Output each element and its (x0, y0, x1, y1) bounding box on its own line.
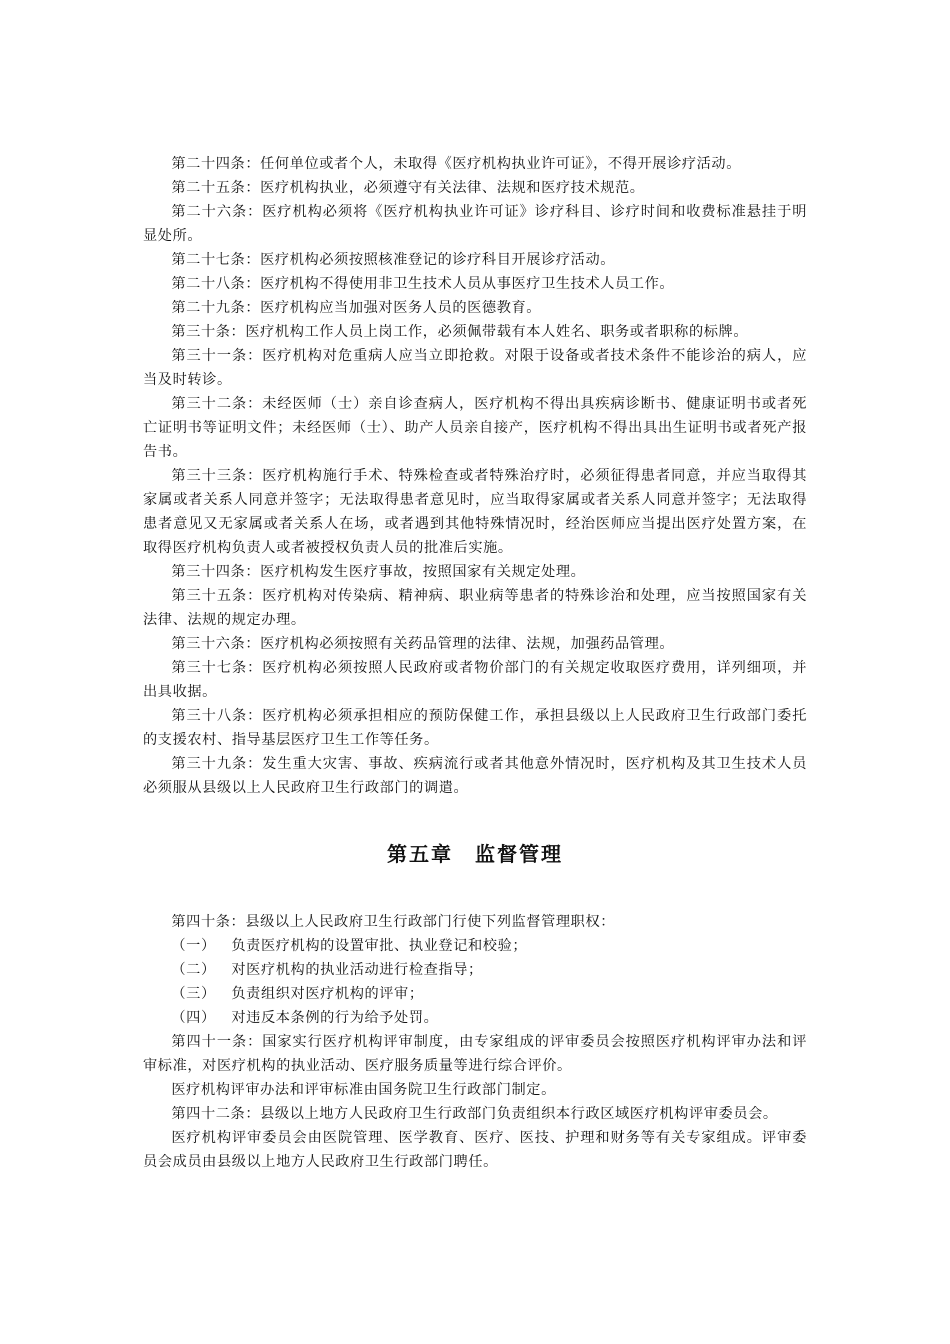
list-item-number: （四） (171, 1010, 216, 1026)
list-item-text: 负责组织对医疗机构的评审； (231, 986, 424, 1002)
article-32: 第三十二条：未经医师（士）亲自诊查病人，医疗机构不得出具疾病诊断书、健康证明书或者死亡证明书等证明文件；未经医师（士）、助产人员亲自接产，医疗机构不得出具出生证明书或者死产报告书。 (143, 396, 807, 460)
list-item-text: 负责医疗机构的设置审批、执业登记和校验； (231, 938, 528, 954)
article-40: 第四十条：县级以上人民政府卫生行政部门行使下列监督管理职权： (171, 914, 616, 930)
list-item-text: 对违反本条例的行为给予处罚。 (231, 1010, 439, 1026)
article-36: 第三十六条：医疗机构必须按照有关药品管理的法律、法规，加强药品管理。 (171, 636, 675, 652)
chapter-heading (143, 840, 807, 868)
article-31: 第三十一条：医疗机构对危重病人应当立即抢救。对限于设备或者技术条件不能诊治的病人，应当及时转诊。 (143, 348, 807, 388)
list-item (143, 934, 807, 958)
article-25: 第二十五条：医疗机构执业，必须遵守有关法律、法规和医疗技术规范。 (171, 180, 645, 196)
article-26: 第二十六条：医疗机构必须将《医疗机构执业许可证》诊疗科目、诊疗时间和收费标准悬挂于明显处所。 (143, 204, 807, 244)
chapter-title: 监督管理 (475, 842, 563, 866)
article-42: 第四十二条：县级以上地方人民政府卫生行政部门负责组织本行政区域医疗机构评审委员会。 (171, 1106, 778, 1122)
list-item (143, 982, 807, 1006)
article-37: 第三十七条：医疗机构必须按照人民政府或者物价部门的有关规定收取医疗费用，详列细项，并出具收据。 (143, 660, 807, 700)
article-28: 第二十八条：医疗机构不得使用非卫生技术人员从事医疗卫生技术人员工作。 (171, 276, 675, 292)
list-item (143, 1006, 807, 1030)
article-33: 第三十三条：医疗机构施行手术、特殊检查或者特殊治疗时，必须征得患者同意，并应当取得其家属或者关系人同意并签字；无法取得患者意见时，应当取得家属或者关系人同意并签字；无法取得患者意见又无家属或者关系人在场，或者遇到其他特殊情况时，经治医师应当提出医疗处置方案，在取得医疗机构负责人或者被授权负责人员的批准后实施。 (143, 468, 807, 556)
list-item (143, 958, 807, 982)
article-38: 第三十八条：医疗机构必须承担相应的预防保健工作，承担县级以上人民政府卫生行政部门委托的支援农村、指导基层医疗卫生工作等任务。 (143, 708, 807, 748)
article-35: 第三十五条：医疗机构对传染病、精神病、职业病等患者的特殊诊治和处理，应当按照国家有关法律、法规的规定办理。 (143, 588, 807, 628)
article-39: 第三十九条：发生重大灾害、事故、疾病流行或者其他意外情况时，医疗机构及其卫生技术人员必须服从县级以上人民政府卫生行政部门的调遣。 (143, 756, 807, 796)
article-27: 第二十七条：医疗机构必须按照核准登记的诊疗科目开展诊疗活动。 (171, 252, 616, 268)
article-42-paragraph-2: 医疗机构评审委员会由医院管理、医学教育、医疗、医技、护理和财务等有关专家组成。评审委员会成员由县级以上地方人民政府卫生行政部门聘任。 (143, 1130, 807, 1170)
article-29: 第二十九条：医疗机构应当加强对医务人员的医德教育。 (171, 300, 542, 316)
chapter-number: 第五章 (387, 842, 453, 866)
list-item-text: 对医疗机构的执业活动进行检查指导； (231, 962, 483, 978)
page-content (143, 152, 807, 1174)
list-item-number: （二） (171, 962, 216, 978)
article-24: 第二十四条：任何单位或者个人，未取得《医疗机构执业许可证》，不得开展诊疗活动。 (171, 156, 742, 172)
list-item-number: （三） (171, 986, 216, 1002)
article-41-paragraph-2: 医疗机构评审办法和评审标准由国务院卫生行政部门制定。 (171, 1082, 556, 1098)
article-34: 第三十四条：医疗机构发生医疗事故，按照国家有关规定处理。 (171, 564, 586, 580)
list-item-number: （一） (171, 938, 216, 954)
article-30: 第三十条：医疗机构工作人员上岗工作，必须佩带载有本人姓名、职务或者职称的标牌。 (171, 324, 749, 340)
article-41: 第四十一条：国家实行医疗机构评审制度，由专家组成的评审委员会按照医疗机构评审办法和评审标准，对医疗机构的执业活动、医疗服务质量等进行综合评价。 (143, 1034, 807, 1074)
